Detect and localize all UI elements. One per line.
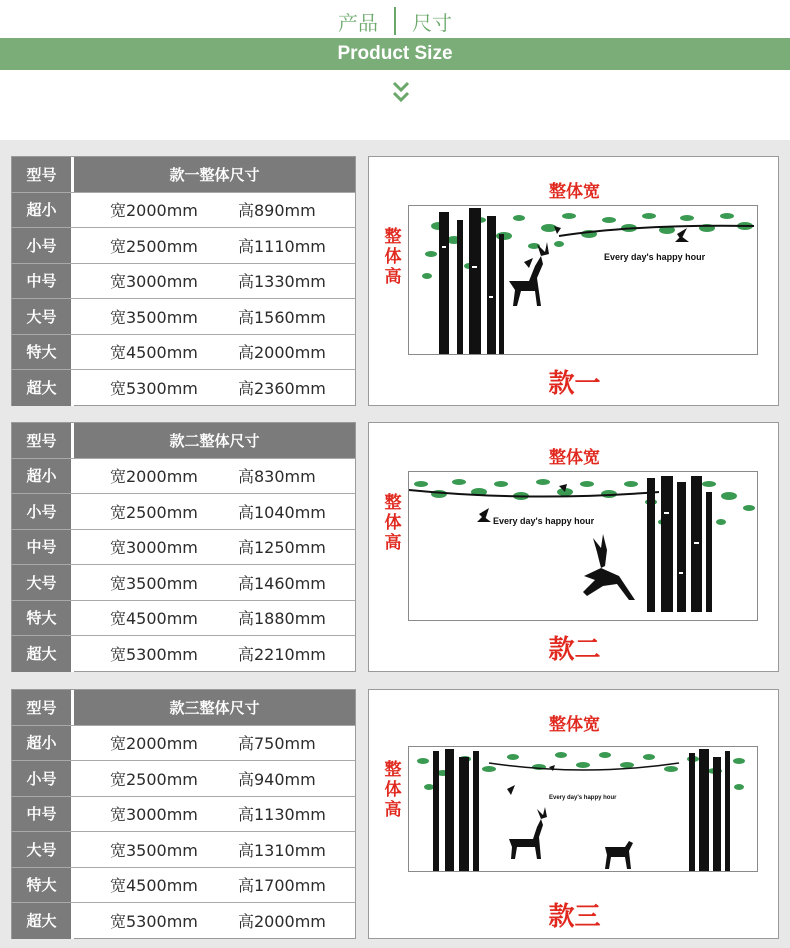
- header-cn-title: [0, 6, 790, 36]
- type-cell: 小号: [12, 494, 74, 529]
- table-row: [12, 494, 355, 530]
- height-cell: 高2000mm: [238, 912, 326, 932]
- type-cell: 中号: [12, 264, 74, 299]
- type-cell: 中号: [12, 530, 74, 565]
- table-row: [12, 797, 355, 833]
- header-banner: [0, 38, 790, 70]
- wall-sticker-preview: [408, 205, 758, 355]
- height-cell: 高2360mm: [238, 379, 326, 399]
- overall-height-label: 整体高: [384, 493, 402, 553]
- type-cell: 小号: [12, 228, 74, 263]
- type-cell: 超大: [12, 636, 74, 672]
- width-cell: 宽4500mm: [110, 609, 198, 629]
- height-cell: 高1880mm: [238, 609, 326, 629]
- width-cell: 宽5300mm: [110, 379, 198, 399]
- table-header-row: [12, 690, 355, 726]
- overall-width-label: 整体宽: [549, 715, 600, 735]
- type-cell: 特大: [12, 601, 74, 636]
- illustration-panel-3: [368, 689, 779, 939]
- height-cell: 高830mm: [238, 467, 316, 487]
- forest-deer-illustration: [409, 206, 758, 355]
- style-name-label: 款一: [548, 369, 601, 399]
- type-cell: 小号: [12, 761, 74, 796]
- height-cell: 高1310mm: [238, 840, 326, 860]
- width-cell: 宽2000mm: [110, 734, 198, 754]
- type-header: 型号: [12, 157, 74, 192]
- width-cell: 宽2000mm: [110, 201, 198, 221]
- type-cell: 大号: [12, 299, 74, 334]
- width-cell: 宽2000mm: [110, 467, 198, 487]
- type-cell: 超小: [12, 459, 74, 494]
- slogan-text: Every day's happy hour: [493, 516, 595, 526]
- table-row: [12, 370, 355, 406]
- height-cell: 高1460mm: [238, 573, 326, 593]
- forest-deer-illustration: [409, 472, 758, 612]
- size-header: 款三整体尺寸: [74, 690, 355, 725]
- overall-height-label: 整体高: [384, 227, 402, 287]
- width-cell: 宽3500mm: [110, 573, 198, 593]
- width-cell: 宽5300mm: [110, 645, 198, 665]
- width-cell: 宽2500mm: [110, 502, 198, 522]
- content-area: [0, 140, 790, 948]
- table-row: [12, 601, 355, 637]
- type-header: 型号: [12, 423, 74, 458]
- slogan-text: Every day's happy hour: [549, 795, 617, 801]
- height-cell: 高1330mm: [238, 272, 326, 292]
- table-row: [12, 264, 355, 300]
- width-cell: 宽4500mm: [110, 343, 198, 363]
- style-name-label: 款三: [548, 902, 601, 932]
- type-cell: 大号: [12, 565, 74, 600]
- type-cell: 超小: [12, 193, 74, 228]
- size-table-2: [11, 422, 356, 672]
- table-row: [12, 228, 355, 264]
- table-header-row: [12, 157, 355, 193]
- type-header: 型号: [12, 690, 74, 725]
- width-cell: 宽5300mm: [110, 912, 198, 932]
- wall-sticker-preview: [408, 746, 758, 872]
- header-en-title: Product Size: [337, 43, 453, 64]
- table-row: [12, 832, 355, 868]
- header-cn-left: 产品: [338, 10, 378, 35]
- double-chevron-down-icon: [391, 80, 411, 106]
- type-cell: 特大: [12, 868, 74, 903]
- style-name-label: 款二: [548, 635, 601, 665]
- height-cell: 高940mm: [238, 769, 316, 789]
- table-row: [12, 530, 355, 566]
- table-row: [12, 459, 355, 495]
- table-row: [12, 193, 355, 229]
- width-cell: 宽3500mm: [110, 840, 198, 860]
- table-header-row: [12, 423, 355, 459]
- slogan-text: Every day's happy hour: [604, 252, 706, 262]
- width-cell: 宽2500mm: [110, 236, 198, 256]
- page-header: [0, 0, 790, 140]
- width-cell: 宽3000mm: [110, 538, 198, 558]
- table-row: [12, 903, 355, 939]
- type-cell: 超小: [12, 726, 74, 761]
- type-cell: 中号: [12, 797, 74, 832]
- height-cell: 高1040mm: [238, 502, 326, 522]
- illustration-panel-1: [368, 156, 779, 406]
- overall-height-label: 整体高: [384, 760, 402, 820]
- table-row: [12, 761, 355, 797]
- height-cell: 高1560mm: [238, 307, 326, 327]
- height-cell: 高1110mm: [238, 236, 326, 256]
- width-cell: 宽3000mm: [110, 272, 198, 292]
- overall-width-label: 整体宽: [549, 448, 600, 468]
- table-row: [12, 299, 355, 335]
- type-cell: 超大: [12, 903, 74, 939]
- header-cn-right: 尺寸: [412, 10, 452, 35]
- type-cell: 大号: [12, 832, 74, 867]
- height-cell: 高890mm: [238, 201, 316, 221]
- size-header: 款一整体尺寸: [74, 157, 355, 192]
- width-cell: 宽4500mm: [110, 876, 198, 896]
- height-cell: 高750mm: [238, 734, 316, 754]
- table-row: [12, 636, 355, 672]
- overall-width-label: 整体宽: [549, 182, 600, 202]
- type-cell: 特大: [12, 335, 74, 370]
- height-cell: 高1250mm: [238, 538, 326, 558]
- type-cell: 超大: [12, 370, 74, 406]
- width-cell: 宽2500mm: [110, 769, 198, 789]
- size-table-1: [11, 156, 356, 406]
- table-row: [12, 335, 355, 371]
- width-cell: 宽3500mm: [110, 307, 198, 327]
- header-divider: [394, 7, 396, 35]
- size-header: 款二整体尺寸: [74, 423, 355, 458]
- height-cell: 高2000mm: [238, 343, 326, 363]
- table-row: [12, 565, 355, 601]
- table-row: [12, 868, 355, 904]
- forest-deer-illustration: [409, 747, 758, 872]
- wall-sticker-preview: [408, 471, 758, 621]
- table-row: [12, 726, 355, 762]
- height-cell: 高1700mm: [238, 876, 326, 896]
- height-cell: 高2210mm: [238, 645, 326, 665]
- illustration-panel-2: [368, 422, 779, 672]
- size-table-3: [11, 689, 356, 939]
- width-cell: 宽3000mm: [110, 805, 198, 825]
- height-cell: 高1130mm: [238, 805, 326, 825]
